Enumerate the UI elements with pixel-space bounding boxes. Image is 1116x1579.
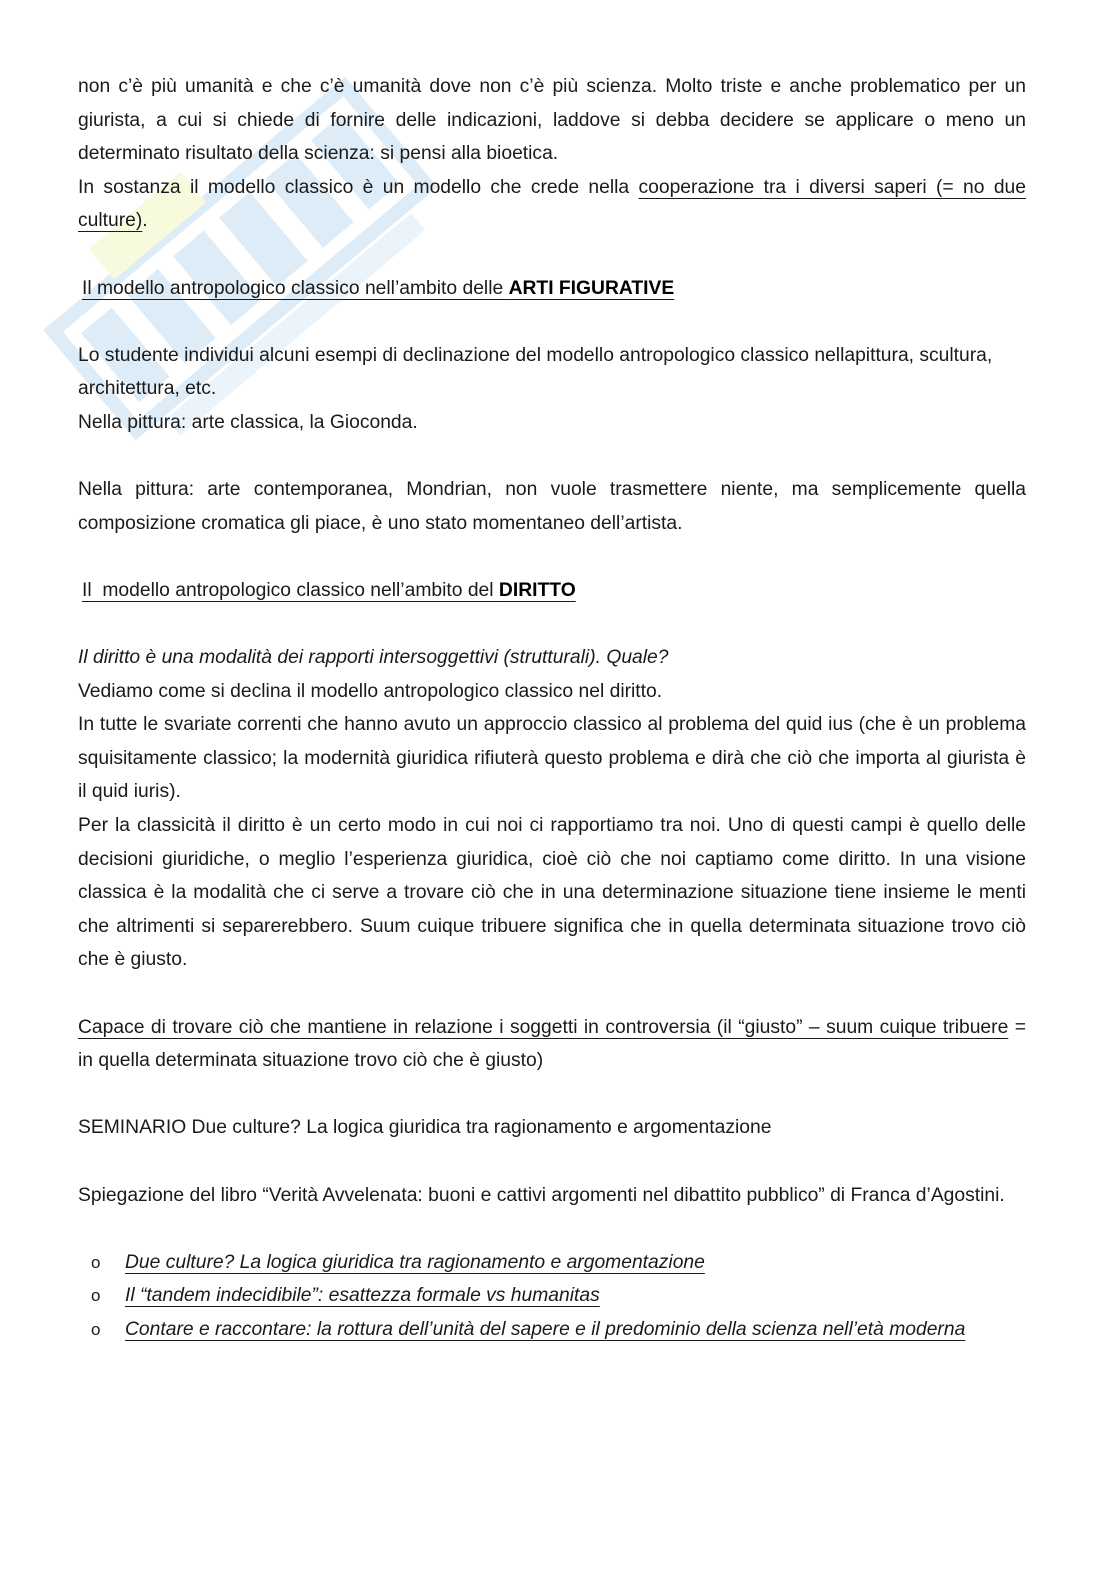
list-item-text: Due culture? La logica giuridica tra ragionamento e argomentazione [125, 1251, 705, 1273]
paragraph-classicita: Per la classicità il diritto è un certo modo in cui noi ci rapportiamo tra noi. Uno di questi campi è quello delle decisioni giuridiche, o meglio l’esperienza giuridica, cioè ciò che noi captiamo come diritto. In una visione classica è la modalità che ci serve a trovare ciò che in una determinazione situazione tiene insieme le menti che altrimenti si separerebbero. Suum cuique tribuere significa che in quella determinata situazione trovo ciò che è giusto. [78, 815, 1026, 971]
section-heading-arti-figurative [78, 272, 1026, 306]
text-run: = in quella determinata situazione trovo ciò che è giusto) [78, 1016, 1026, 1072]
section-heading-diritto [78, 574, 1026, 608]
seminar-topics-list [78, 1246, 1026, 1347]
paragraph-cooperazione [78, 171, 1026, 238]
text-run: In sostanza il modello classico è un modello che crede nella [78, 176, 639, 198]
paragraph-capace [78, 1011, 1026, 1078]
paragraph-quid-ius: In tutte le svariate correnti che hanno avuto un approccio classico al problema del quid ius (che è un problema squisitamente classico; la modernità giuridica rifiuterà questo problema e dirà che ciò che importa al giurista è il quid iuris). [78, 714, 1026, 803]
list-item [78, 1246, 1026, 1280]
list-item [78, 1279, 1026, 1313]
underlined-run: Capace di trovare ciò che mantiene in relazione i soggetti in controversia (il “giusto” – suum cuique tribuere [78, 1016, 1009, 1038]
list-item [78, 1313, 1026, 1347]
bullet-marker: o [91, 1286, 101, 1306]
paragraph-umanita: non c’è più umanità e che c’è umanità dove non c’è più scienza. Molto triste e anche problematico per un giurista, a cui si chiede di fornire delle indicazioni, laddove si debba decidere se applicare o meno un determinato risultato della scienza: si pensi alla bioetica. [78, 76, 1026, 165]
paragraph-seminario: SEMINARIO Due culture? La logica giuridica tra ragionamento e argomentazione [78, 1117, 772, 1139]
paragraph-vediamo: Vediamo come si declina il modello antropologico classico nel diritto. [78, 680, 663, 702]
document-body [78, 70, 1026, 1347]
paragraph-spiegazione: Spiegazione del libro “Verità Avvelenata: buoni e cattivi argomenti nel dibattito pubblico” di Franca d’Agostini. [78, 1184, 1005, 1206]
paragraph-studente: Lo studente individui alcuni esempi di declinazione del modello antropologico classico nellapittura, scultura, architettura, etc. [78, 344, 993, 400]
paragraph-mondrian: Nella pittura: arte contemporanea, Mondrian, non vuole trasmettere niente, ma semplicemente quella composizione cromatica gli piace, è uno stato momentaneo dell’artista. [78, 479, 1026, 534]
heading-text: Il modello antropologico classico nell’ambito delle [82, 277, 509, 299]
list-item-text: Contare e raccontare: la rottura dell’unità del sapere e il predominio della scienza nell’età moderna [125, 1318, 966, 1340]
list-item-text: Il “tandem indecidibile”: esattezza formale vs humanitas [125, 1285, 600, 1307]
heading-keyword: DIRITTO [498, 579, 576, 601]
heading-keyword: ARTI FIGURATIVE [508, 277, 675, 299]
bullet-marker: o [91, 1252, 101, 1272]
heading-text: Il modello antropologico classico nell’ambito del [82, 579, 499, 601]
paragraph-diritto-question: Il diritto è una modalità dei rapporti intersoggettivi (strutturali). Quale? [78, 647, 669, 669]
bullet-marker: o [91, 1319, 101, 1339]
paragraph-gioconda: Nella pittura: arte classica, la Gioconda. [78, 411, 418, 433]
text-run: . [142, 210, 148, 232]
underlined-run: cooperazione tra i diversi saperi (= no due culture) [78, 176, 1026, 232]
